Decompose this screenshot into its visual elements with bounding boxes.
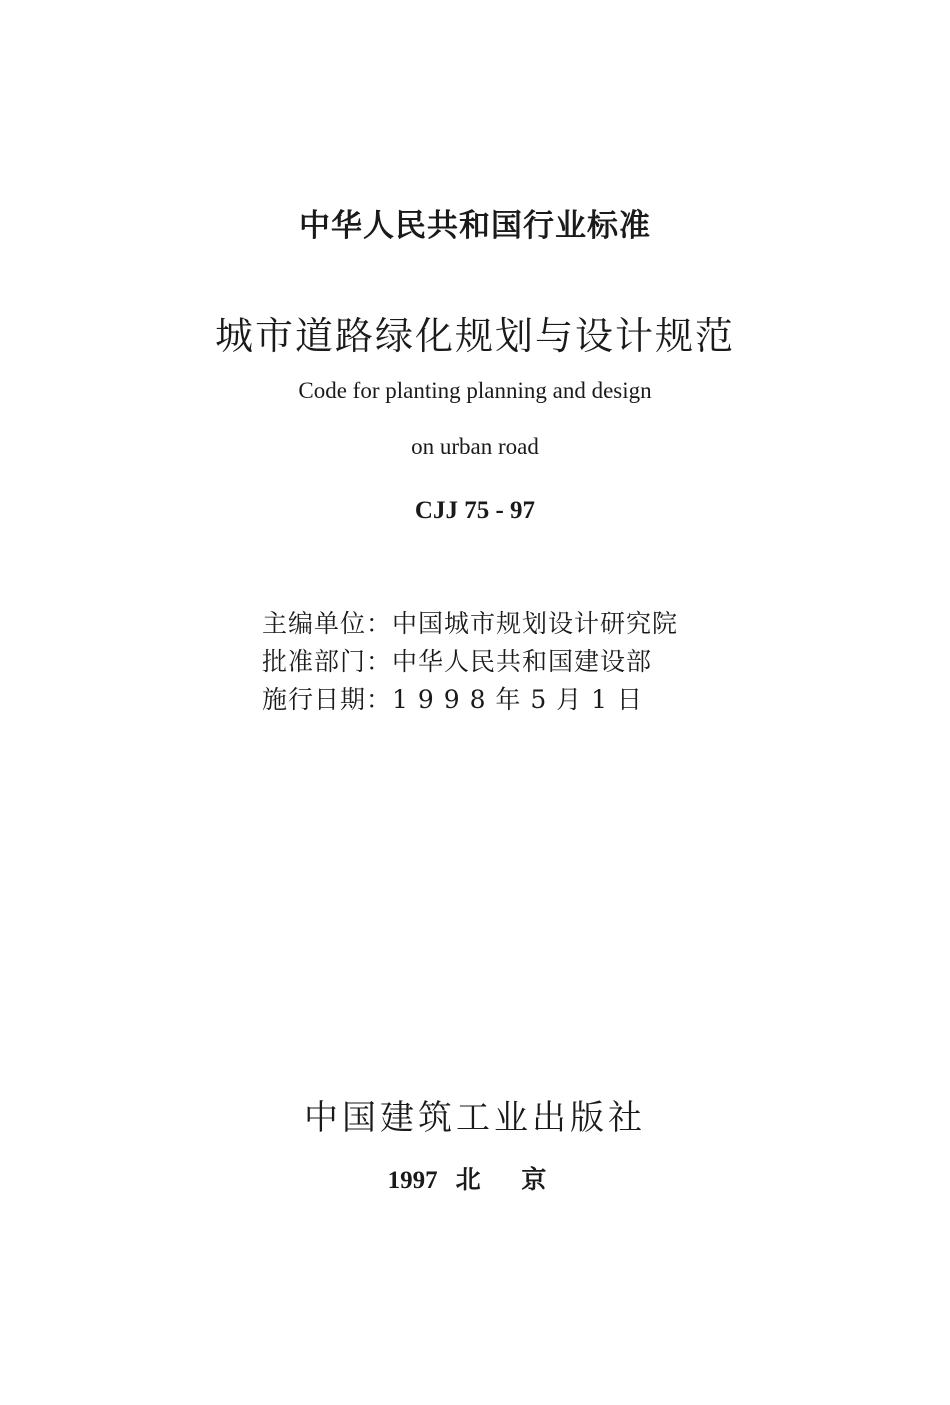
info-label: 主编单位： <box>262 609 393 638</box>
document-title-english-line-2: on urban road <box>411 434 539 459</box>
publisher-name: 中国建筑工业出版社 <box>304 1098 646 1138</box>
info-value: 中华人民共和国建设部 <box>392 647 653 676</box>
publication-city: 北 京 <box>455 1165 563 1194</box>
standard-type-heading: 中华人民共和国行业标准 <box>299 208 651 244</box>
publication-year: 1997 <box>387 1167 438 1194</box>
publication-info <box>262 605 678 719</box>
publication-year-city <box>0 1160 950 1196</box>
info-row-approver <box>262 643 678 681</box>
standard-code: CJJ 75 - 97 <box>414 497 536 524</box>
info-value: 中国城市规划设计研究院 <box>392 609 679 638</box>
document-title-chinese: 城市道路绿化规划与设计规范 <box>214 314 735 358</box>
info-row-effective-date <box>262 681 678 719</box>
info-label: 施行日期： <box>262 685 393 714</box>
info-value: 1 9 9 8 年 5 月 1 日 <box>392 685 644 714</box>
info-row-editor <box>262 605 678 643</box>
document-title-english-line-1: Code for planting planning and design <box>298 378 652 403</box>
info-label: 批准部门： <box>262 647 393 676</box>
